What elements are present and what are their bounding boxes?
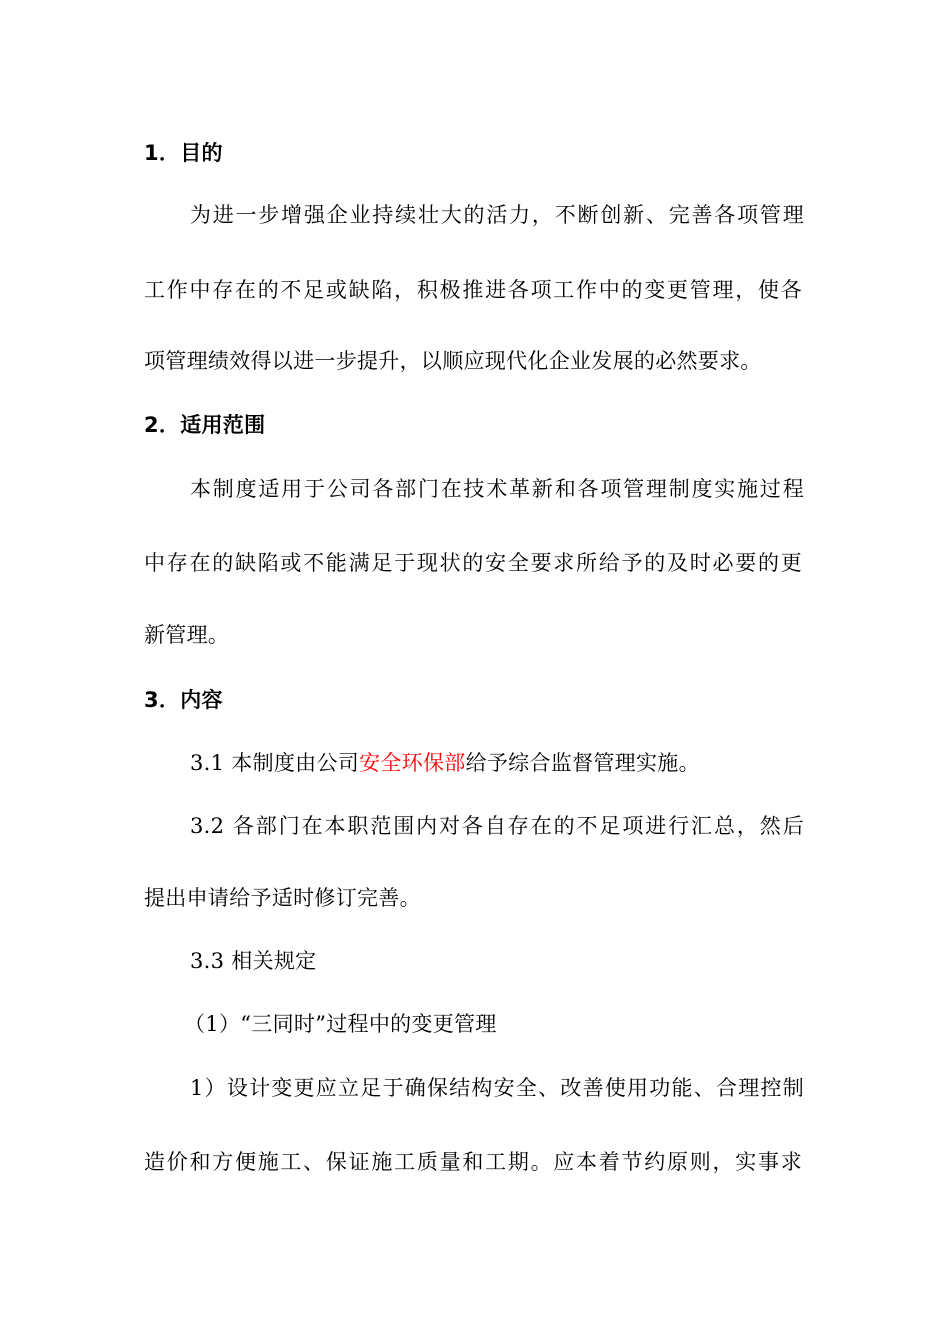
section-2-para-line-3: 新管理。 bbox=[144, 623, 230, 647]
section-1-para-line-3: 项管理绩效得以进一步提升，以顺应现代化企业发展的必然要求。 bbox=[144, 349, 762, 373]
point-1-line-2: 造价和方便施工、保证施工质量和工期。应本着节约原则，实事求 bbox=[144, 1150, 802, 1174]
section-2-para-line-2: 中存在的缺陷或不能满足于现状的安全要求所给予的及时必要的更 bbox=[144, 551, 802, 575]
item-3-2-line-1: 3.2 各部门在本职范围内对各自存在的不足项进行汇总，然后 bbox=[190, 814, 804, 838]
section-2-heading: 2．适用范围 bbox=[144, 413, 266, 437]
section-1-para-line-2: 工作中存在的不足或缺陷，积极推进各项工作中的变更管理，使各 bbox=[144, 278, 802, 302]
item-3-1-prefix: 3.1 本制度由公司 bbox=[190, 751, 360, 775]
item-3-1-suffix: 给予综合监督管理实施。 bbox=[465, 751, 700, 775]
section-3-heading: 3．内容 bbox=[144, 688, 223, 712]
section-1-heading: 1．目的 bbox=[144, 141, 223, 165]
item-3-1 bbox=[190, 748, 700, 778]
item-3-1-highlight: 安全环保部 bbox=[359, 751, 466, 775]
item-3-3: 3.3 相关规定 bbox=[190, 949, 317, 973]
item-3-2-line-2: 提出申请给予适时修订完善。 bbox=[144, 886, 421, 910]
section-2-para-line-1: 本制度适用于公司各部门在技术革新和各项管理制度实施过程 bbox=[190, 477, 804, 501]
section-1-para-line-1: 为进一步增强企业持续壮大的活力，不断创新、完善各项管理 bbox=[190, 203, 804, 227]
point-1-line-1: 1）设计变更应立足于确保结构安全、改善使用功能、合理控制 bbox=[190, 1076, 804, 1100]
subsection-1-heading: （1）“三同时”过程中的变更管理 bbox=[184, 1012, 497, 1036]
